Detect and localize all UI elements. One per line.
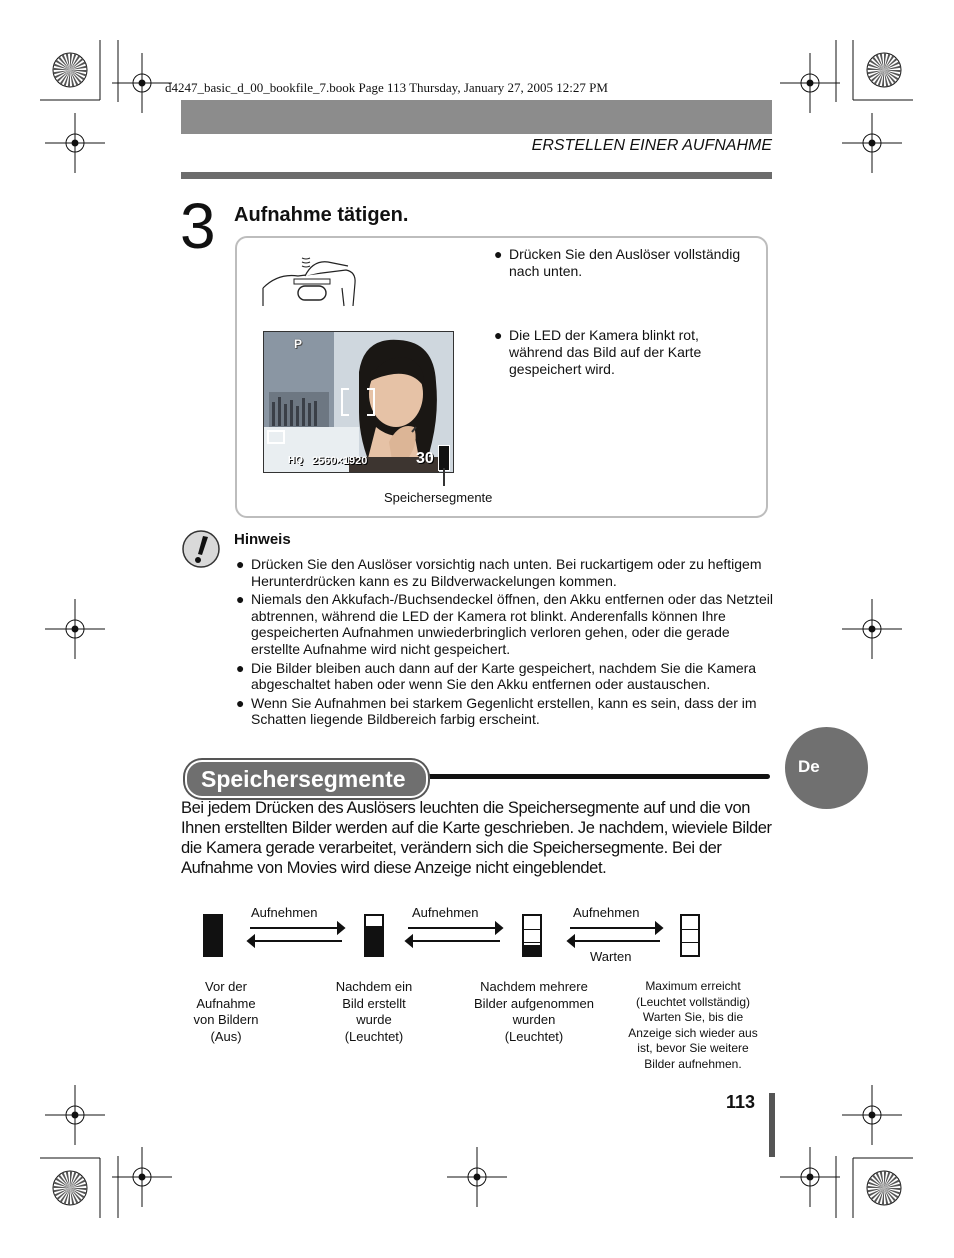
note-item: ● Niemals den Akkufach-/Buchsendeckel öffnen, den Akku entfernen oder das Netzteil abtrennen, während die LED der Kamera rot blinkt. Anderenfalls können Ihre gespeicherten Aufnahmen unwiederbringlich verloren gehen, oder die gerade erstellte Aufnahme wird nicht gespeichert. bbox=[236, 591, 773, 657]
battery-icon bbox=[267, 430, 285, 444]
arrow-label-3: Aufnehmen bbox=[573, 905, 640, 920]
arrows-diagram bbox=[240, 920, 670, 950]
bullet-dot: ● bbox=[236, 659, 245, 676]
double-arrow-3 bbox=[568, 923, 662, 946]
bullet-dot: ● bbox=[236, 591, 245, 608]
language-tab bbox=[785, 727, 868, 809]
camera-lcd-photo bbox=[263, 331, 454, 473]
section-title: Speichersegmente bbox=[185, 760, 428, 798]
bullet-dot: ● bbox=[236, 694, 245, 711]
state-caption-2: Nachdem ein Bild erstellt wurde (Leuchtet) bbox=[335, 979, 413, 1044]
af-target-right-icon bbox=[367, 388, 375, 416]
lcd-quality: HQ bbox=[288, 455, 303, 466]
state-caption-4: Maximum erreicht (Leuchtet vollständig) Warten Sie, bis die Anzeige sich wieder aus ist, bevor Sie weitere Bilder aufnehmen. bbox=[628, 979, 758, 1071]
af-target-left-icon bbox=[341, 388, 349, 416]
file-header: d4247_basic_d_00_bookfile_7.book Page 113 Thursday, January 27, 2005 12:27 PM bbox=[165, 80, 608, 95]
note-item: ● Wenn Sie Aufnahmen bei starkem Gegenlicht erstellen, kann es sein, dass der im Schatten liegende Bildbereich farbig erscheint. bbox=[236, 694, 757, 728]
header-bar bbox=[181, 100, 772, 134]
note-title: Hinweis bbox=[234, 531, 291, 548]
lcd-caption: Speichersegmente bbox=[384, 490, 493, 505]
state-caption-1: Vor der Aufnahme von Bildern (Aus) bbox=[193, 979, 259, 1044]
double-arrow-2 bbox=[406, 923, 502, 946]
bullet-dot: ● bbox=[494, 327, 503, 343]
page-number: 113 bbox=[726, 1092, 756, 1112]
caption-pointer-line bbox=[443, 468, 445, 486]
gauge-divider bbox=[682, 942, 698, 944]
lcd-remaining-count: 30 bbox=[416, 450, 434, 467]
step-number: 3 bbox=[180, 190, 216, 262]
note-item: ● Drücken Sie den Auslöser vorsichtig nach unten. Bei ruckartigem oder zu heftigem Herunterdrücken kann es zu Bildverwackelungen kommen. bbox=[236, 556, 762, 589]
step-bullet-1: ● Drücken Sie den Auslöser vollständig nach unten. bbox=[494, 246, 741, 279]
section-paragraph: Bei jedem Drücken des Auslösers leuchten die Speichersegmente auf und die von Ihnen erstellten Bilder werden auf die Karte geschrieben. Je nachdem, wieviele Bilder die Kamera gerade verarbeitet, verändern sich die Speichersegmente. Bei der Aufnahme von Movies wird diese Anzeige nicht eingeblendet. bbox=[181, 799, 772, 877]
lcd-resolution: 2560×1920 bbox=[312, 455, 368, 467]
section-title-rule bbox=[420, 774, 770, 779]
lcd-mode-indicator: P bbox=[294, 337, 303, 351]
bullet-dot: ● bbox=[236, 556, 245, 572]
shutter-button-illustration bbox=[258, 248, 368, 310]
gauge-divider bbox=[682, 929, 698, 931]
note-item: ● Die Bilder bleiben auch dann auf der Karte gespeichert, nachdem Sie die Kamera abgeschaltet haben oder wenn Sie den Akku entfernen oder austauschen. bbox=[236, 659, 757, 693]
page-edge-bar bbox=[769, 1093, 775, 1157]
arrow-label-wait: Warten bbox=[590, 949, 632, 964]
gauge-fill bbox=[205, 916, 221, 955]
bullet-dot: ● bbox=[494, 246, 503, 262]
note-list bbox=[236, 556, 774, 730]
step-bullet-2: ● Die LED der Kamera blinkt rot, während das Bild auf der Karte gespeichert wird. bbox=[494, 327, 702, 377]
memory-gauge-icon bbox=[680, 914, 700, 957]
step-title: Aufnahme tätigen. bbox=[234, 204, 409, 226]
exclamation-note-icon bbox=[182, 530, 220, 568]
arrow-label-2: Aufnehmen bbox=[412, 905, 479, 920]
header-rule bbox=[181, 172, 772, 179]
language-tab-label: De bbox=[798, 757, 820, 776]
memory-gauge-icon bbox=[203, 914, 223, 957]
double-arrow-1 bbox=[248, 923, 344, 946]
arrow-label-1: Aufnehmen bbox=[251, 905, 318, 920]
state-caption-3: Nachdem mehrere Bilder aufgenommen wurden (Leuchtet) bbox=[474, 979, 594, 1044]
section-header: ERSTELLEN EINER AUFNAHME bbox=[531, 137, 772, 154]
